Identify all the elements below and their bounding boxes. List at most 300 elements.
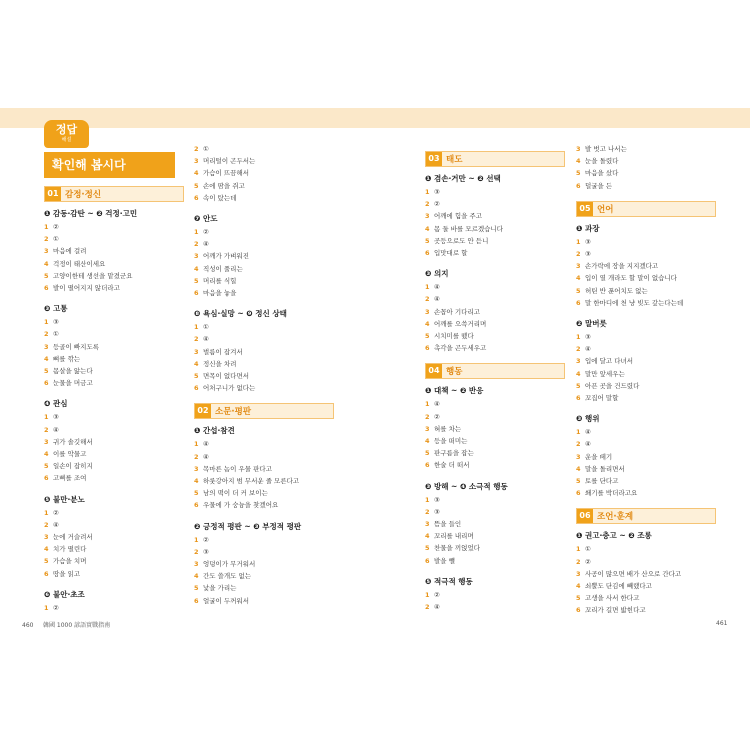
answer-item: [425, 447, 565, 459]
item-answer: 걱정이 태산이세요: [53, 259, 106, 268]
item-answer: ①: [53, 330, 59, 339]
item-answer: ③: [434, 188, 440, 196]
group-title: ❷ 말버릇: [576, 319, 607, 329]
book-title: 韓國 1000 諺語實戰指南: [43, 622, 111, 629]
item-answer: 고삐를 조여: [53, 474, 87, 483]
answer-group: [576, 318, 716, 404]
answer-item: [425, 398, 565, 410]
answer-group: [576, 143, 716, 192]
item-answer: ④: [203, 335, 209, 344]
item-number: 1: [425, 590, 430, 599]
item-number: 2: [194, 240, 199, 249]
answer-item: [576, 426, 716, 438]
item-number: 4: [425, 437, 430, 446]
answer-item: [576, 355, 716, 367]
answer-item: [44, 519, 184, 531]
answer-item: [194, 438, 334, 450]
item-number: 3: [44, 437, 49, 446]
answer-item: [425, 530, 565, 542]
answer-item: [194, 382, 334, 394]
answer-item: [44, 448, 184, 460]
section-title: 행동: [446, 367, 463, 378]
item-number: 5: [44, 557, 49, 566]
item-number: 6: [576, 489, 581, 498]
item-answer: 등골이 빠지도록: [53, 342, 100, 351]
item-number: 5: [194, 584, 199, 593]
answer-item: [576, 297, 716, 309]
item-number: 3: [576, 357, 581, 366]
item-number: 3: [576, 452, 581, 461]
item-answer: 발이 떨어지지 않더라고: [53, 284, 120, 293]
item-answer: 치가 떨린다: [53, 545, 87, 554]
item-number: 3: [425, 212, 430, 221]
answer-item: [576, 236, 716, 248]
item-answer: 마음에 걸려: [53, 247, 87, 256]
item-answer: 쐐기를 박더라고요: [585, 489, 638, 498]
section-header: [194, 403, 334, 419]
answer-item: [194, 192, 334, 204]
answer-item: [194, 370, 334, 382]
item-number: 1: [576, 545, 581, 554]
answer-tab: [44, 120, 89, 148]
section-header: [576, 201, 716, 217]
item-number: 1: [194, 323, 199, 332]
item-number: 4: [44, 354, 49, 363]
answer-item: [425, 411, 565, 423]
item-answer: 곳등으로도 안 듣니: [434, 236, 489, 245]
item-answer: ④: [434, 295, 440, 304]
answer-item: [44, 436, 184, 448]
item-answer: 입에 달고 다녀서: [585, 357, 634, 366]
item-answer: 엉덩이가 무거워서: [203, 560, 256, 569]
answer-group: [425, 576, 565, 613]
item-number: 1: [194, 535, 199, 544]
item-number: 5: [425, 544, 430, 553]
item-number: 4: [576, 274, 581, 283]
answer-group: [576, 530, 716, 616]
item-answer: ③: [585, 237, 591, 246]
answer-item: [576, 463, 716, 475]
item-answer: 판구름을 잡는: [434, 449, 474, 458]
item-answer: 덜굴을 든: [585, 181, 613, 190]
item-answer: ④: [203, 240, 209, 249]
answer-group: [194, 425, 334, 511]
item-answer: ④: [53, 425, 59, 434]
item-answer: 정신을 차려: [203, 359, 237, 368]
footer-left: [22, 620, 110, 629]
section-header: [44, 186, 184, 202]
item-number: 1: [576, 333, 581, 342]
item-answer: ④: [203, 440, 209, 449]
column-3: [425, 151, 565, 622]
answer-item: [576, 380, 716, 392]
item-answer: 어처구니가 없다는: [203, 384, 256, 393]
item-number: 2: [425, 603, 430, 612]
answer-group: [44, 303, 184, 389]
answer-item: [194, 226, 334, 238]
item-number: 5: [425, 236, 430, 245]
item-answer: 귀가 솔깃해서: [53, 437, 93, 446]
answer-item: [194, 451, 334, 463]
item-answer: 등을 떠미는: [434, 437, 468, 446]
item-answer: 토를 단다고: [585, 477, 619, 486]
answer-group: [194, 213, 334, 299]
group-title: ❷ 긍정적 평판 ~ ❸ 부정적 평판: [194, 521, 302, 531]
answer-group: [576, 413, 716, 499]
answer-item: [44, 341, 184, 353]
answer-item: [44, 377, 184, 389]
answer-item: [44, 353, 184, 365]
item-number: 1: [44, 223, 49, 231]
item-number: 2: [576, 440, 581, 449]
item-number: 6: [44, 569, 49, 578]
answer-item: [425, 555, 565, 567]
answer-item: [194, 321, 334, 333]
section-title: 태도: [446, 155, 463, 165]
answer-item: [425, 306, 565, 318]
item-answer: ①: [585, 545, 591, 554]
item-number: 6: [44, 284, 49, 293]
answer-item: [44, 365, 184, 377]
item-number: 6: [194, 384, 199, 393]
section-number: 03: [426, 152, 442, 166]
item-number: 4: [44, 545, 49, 554]
answer-item: [576, 592, 716, 604]
item-number: 2: [44, 425, 49, 434]
item-number: 5: [576, 169, 581, 178]
item-number: 1: [44, 508, 49, 517]
answer-item: [194, 250, 334, 262]
item-answer: 땅을 읽고: [53, 569, 81, 578]
answer-item: [425, 235, 565, 247]
answer-item: [194, 546, 334, 558]
answer-item: [576, 604, 716, 616]
answer-item: [576, 438, 716, 450]
item-number: 2: [576, 345, 581, 354]
answer-item: [425, 601, 565, 613]
item-answer: 우물에 가 숭늉을 찾겠어요: [203, 501, 279, 510]
answer-item: [44, 328, 184, 340]
answer-item: [425, 459, 565, 471]
column-2: [194, 143, 334, 616]
item-number: 5: [194, 276, 199, 285]
answer-item: [194, 143, 334, 155]
item-answer: 어깨가 가벼워진: [203, 252, 250, 261]
answer-group: [44, 589, 184, 614]
answer-item: [44, 221, 184, 233]
answer-item: [425, 223, 565, 235]
section-header: [425, 363, 565, 379]
answer-item: [425, 342, 565, 354]
item-number: 6: [576, 394, 581, 403]
answer-group: [44, 398, 184, 484]
item-number: 3: [576, 569, 581, 578]
section-number: 06: [577, 509, 593, 523]
answer-item: [576, 543, 716, 555]
item-number: 2: [194, 452, 199, 461]
item-number: 2: [44, 330, 49, 339]
item-answer: ②: [434, 412, 440, 421]
item-answer: ②: [585, 557, 591, 566]
item-answer: 시치미를 뗐다: [434, 332, 474, 341]
answer-item: [576, 392, 716, 404]
answer-item: [44, 282, 184, 294]
item-number: 2: [194, 145, 199, 153]
answer-item: [425, 293, 565, 305]
answer-item: [425, 330, 565, 342]
item-answer: ③: [585, 250, 591, 259]
item-answer: ③: [203, 547, 209, 556]
item-number: 2: [425, 200, 430, 209]
item-answer: ②: [203, 228, 209, 237]
group-title: ❶ 감동·감탄 ~ ❷ 걱정·고민: [44, 209, 138, 218]
section-number: 04: [426, 364, 442, 378]
item-number: 2: [425, 412, 430, 421]
item-number: 4: [194, 264, 199, 273]
item-number: 6: [194, 193, 199, 202]
item-answer: 고생을 사서 한다고: [585, 594, 640, 603]
item-number: 3: [194, 560, 199, 569]
item-answer: ②: [53, 223, 59, 231]
answer-group: [576, 223, 716, 309]
answer-item: [44, 245, 184, 257]
item-answer: 눈에 거슬려서: [53, 533, 93, 542]
item-number: 5: [44, 271, 49, 280]
answer-group: [425, 268, 565, 354]
answer-item: [425, 186, 565, 198]
item-answer: 남의 떡이 더 커 보이는: [203, 489, 268, 498]
answer-item: [44, 531, 184, 543]
item-number: 6: [44, 474, 49, 483]
answer-item: [44, 233, 184, 245]
item-answer: 손꼽아 기다리고: [434, 307, 481, 316]
group-title: ❶ 과장: [576, 223, 600, 233]
item-number: 4: [194, 572, 199, 581]
item-answer: 꼬집어 말할: [585, 394, 619, 403]
answer-item: [576, 556, 716, 568]
top-color-band: [0, 108, 750, 128]
item-number: 3: [194, 252, 199, 261]
answer-item: [576, 167, 716, 179]
left-page-number: 460: [22, 622, 34, 629]
item-number: 2: [194, 547, 199, 556]
item-answer: 입맛대로 할: [434, 249, 468, 258]
item-answer: 한술 더 떠서: [434, 461, 470, 470]
item-number: 2: [425, 507, 430, 516]
item-answer: ②: [203, 535, 209, 544]
item-number: 6: [425, 556, 430, 565]
answer-item: [44, 424, 184, 436]
answer-group: [425, 481, 565, 567]
item-number: 4: [44, 259, 49, 268]
answer-item: [576, 580, 716, 592]
answer-item: [44, 316, 184, 328]
section-title: 조언·훈계: [597, 512, 634, 523]
item-answer: 간도 쓸개도 없는: [203, 572, 252, 581]
item-answer: 뼈를 깎는: [53, 354, 81, 363]
answer-item: [194, 534, 334, 546]
right-page-number: 461: [716, 620, 728, 627]
item-answer: 벌름이 잡겨서: [203, 347, 243, 356]
item-number: 5: [425, 449, 430, 458]
item-number: 6: [425, 461, 430, 470]
group-title: ❶ 대책 ~ ❷ 반응: [425, 386, 484, 396]
item-answer: ④: [585, 345, 591, 354]
item-number: 5: [576, 594, 581, 603]
item-answer: ②: [53, 603, 59, 612]
item-answer: 머리털이 곤두서는: [203, 157, 256, 166]
item-number: 3: [44, 342, 49, 351]
item-answer: 일손이 잡히지: [53, 462, 93, 471]
item-number: 1: [44, 413, 49, 422]
item-number: 3: [576, 262, 581, 271]
answer-group: [44, 494, 184, 580]
answer-group: [194, 521, 334, 607]
item-number: 6: [425, 249, 430, 258]
answer-item: [194, 558, 334, 570]
item-number: 1: [44, 603, 49, 612]
answer-item: [425, 506, 565, 518]
group-title: ❺ 불만·분노: [44, 494, 85, 504]
item-answer: ③: [434, 495, 440, 504]
item-number: 4: [194, 169, 199, 178]
item-answer: ④: [585, 440, 591, 449]
item-answer: 몸 둘 바를 모르겠습니다: [434, 224, 503, 233]
item-answer: 꼬리를 내리며: [434, 532, 474, 541]
answer-item: [576, 180, 716, 192]
section-title: 언어: [597, 204, 614, 215]
item-number: 6: [576, 298, 581, 307]
answer-item: [44, 507, 184, 519]
item-number: 3: [425, 307, 430, 316]
section-header: [425, 151, 565, 167]
section-header: [576, 508, 716, 524]
item-number: 5: [194, 372, 199, 381]
answer-item: [194, 475, 334, 487]
group-title: ❹ 관심: [44, 399, 68, 409]
answer-item: [425, 542, 565, 554]
answer-item: [425, 247, 565, 259]
answer-item: [194, 287, 334, 299]
item-number: 3: [194, 157, 199, 166]
item-number: 4: [576, 369, 581, 378]
item-answer: ①: [203, 323, 209, 332]
answer-item: [194, 358, 334, 370]
group-title: ❶ 권고·충고 ~ ❷ 조롱: [576, 531, 652, 541]
item-number: 5: [576, 381, 581, 390]
group-title: ❸ 행위: [576, 414, 600, 424]
column-1: [44, 186, 184, 623]
item-answer: 운을 떼기: [585, 452, 613, 461]
item-answer: ③: [53, 318, 59, 327]
item-number: 4: [425, 319, 430, 328]
item-answer: 찬물을 끼얹었다: [434, 544, 481, 553]
item-answer: 직성이 풀리는: [203, 264, 243, 273]
answer-item: [425, 210, 565, 222]
answer-item: [425, 318, 565, 330]
item-number: 4: [44, 450, 49, 459]
item-number: 1: [425, 400, 430, 409]
section-number: 02: [195, 404, 211, 418]
item-answer: 머리를 식힐: [203, 276, 237, 285]
answer-item: [194, 167, 334, 179]
answer-item: [576, 272, 716, 284]
answer-item: [576, 155, 716, 167]
answer-item: [44, 555, 184, 567]
section-title: 감정·정신: [65, 190, 102, 200]
item-number: 1: [44, 318, 49, 327]
answer-item: [194, 155, 334, 167]
item-answer: 손가락에 장을 지지겠다고: [585, 262, 659, 271]
item-number: 5: [425, 332, 430, 341]
item-number: 2: [576, 557, 581, 566]
item-answer: 가슴이 뜨끔해서: [203, 169, 250, 178]
item-number: 2: [194, 335, 199, 344]
answer-item: [44, 460, 184, 472]
item-number: 5: [194, 489, 199, 498]
item-number: 1: [425, 495, 430, 504]
answer-item: [194, 180, 334, 192]
item-answer: 목마른 놈이 우물 판다고: [203, 464, 272, 473]
answer-item: [44, 602, 184, 614]
item-answer: ④: [585, 428, 591, 437]
answer-item: [425, 435, 565, 447]
item-number: 4: [576, 157, 581, 166]
answer-item: [44, 543, 184, 555]
item-number: 4: [425, 224, 430, 233]
answer-item: [425, 423, 565, 435]
item-answer: 어깨에 힘을 주고: [434, 212, 483, 221]
group-title: ❶ 겸손·거만 ~ ❷ 선택: [425, 174, 501, 183]
group-title: ❶ 간섭·참견: [194, 426, 235, 436]
group-title: ❺ 적극적 행동: [425, 576, 473, 586]
item-answer: 말만 앞세우는: [585, 369, 625, 378]
answer-item: [194, 333, 334, 345]
item-number: 3: [194, 464, 199, 473]
group-title: ❸ 고통: [44, 304, 68, 314]
item-number: 4: [576, 582, 581, 591]
column-4: [576, 143, 716, 626]
answer-item: [194, 595, 334, 607]
item-number: 4: [576, 464, 581, 473]
item-number: 5: [576, 286, 581, 295]
group-title: ❻ 불안·초조: [44, 589, 85, 599]
item-number: 6: [194, 289, 199, 298]
item-answer: ③: [585, 333, 591, 342]
item-answer: 하룻강아지 범 무서운 줄 모른다고: [203, 477, 300, 486]
answer-item: [576, 143, 716, 155]
answer-item: [425, 494, 565, 506]
answer-item: [425, 198, 565, 210]
item-answer: 이를 악물고: [53, 450, 87, 459]
item-number: 4: [425, 532, 430, 541]
answer-group: [194, 143, 334, 204]
item-number: 3: [576, 145, 581, 153]
section-number: 01: [45, 187, 61, 201]
item-answer: 뜸을 들인: [434, 520, 462, 529]
item-number: 6: [576, 606, 581, 615]
item-number: 1: [425, 283, 430, 292]
item-answer: 혀를 차는: [434, 424, 462, 433]
answer-item: [576, 285, 716, 297]
answer-item: [44, 270, 184, 282]
item-number: 4: [194, 477, 199, 486]
answer-item: [576, 568, 716, 580]
item-number: 4: [194, 359, 199, 368]
answer-item: [425, 518, 565, 530]
answer-item: [425, 281, 565, 293]
item-answer: ②: [434, 200, 440, 209]
